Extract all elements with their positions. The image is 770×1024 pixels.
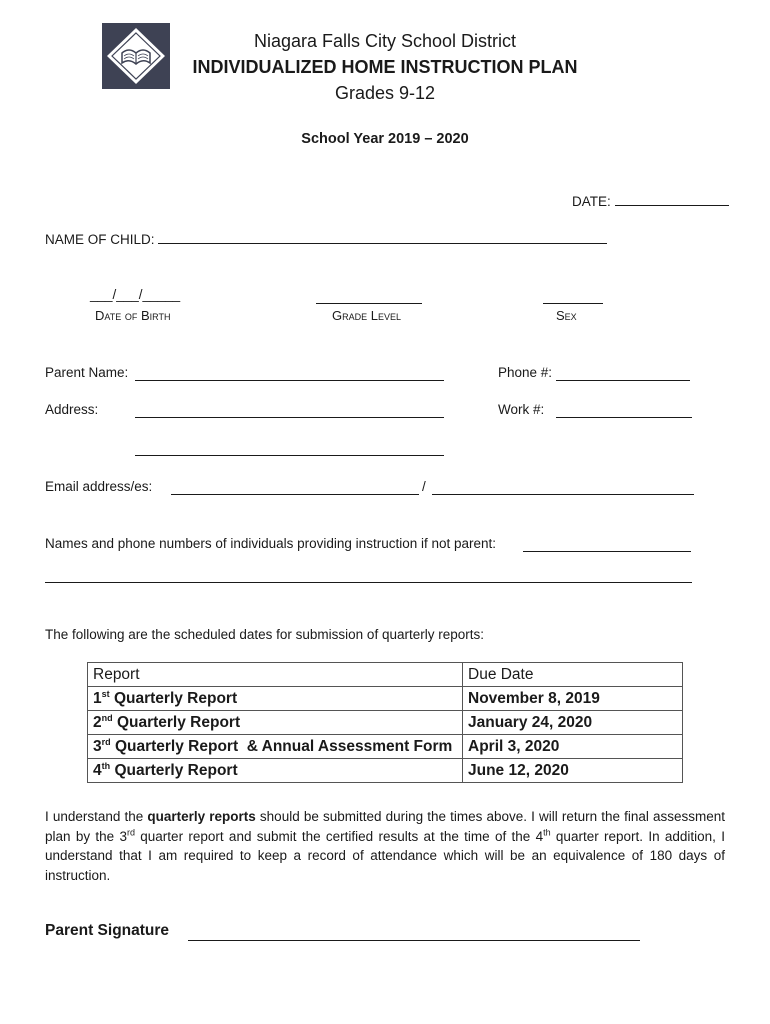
grade-input-line[interactable] — [316, 288, 422, 304]
work-input-line[interactable] — [556, 402, 692, 418]
table-row — [88, 711, 683, 735]
due-date-cell: November 8, 2019 — [463, 687, 683, 711]
email-separator: / — [422, 479, 426, 494]
address-input-line-2[interactable] — [135, 440, 444, 456]
table-row — [88, 759, 683, 783]
signature-label: Parent Signature — [45, 922, 170, 939]
due-date-cell: April 3, 2020 — [463, 735, 683, 759]
child-name-input-line[interactable] — [158, 243, 607, 244]
parent-name-input-line[interactable] — [135, 365, 444, 381]
table-row — [88, 687, 683, 711]
grades-label: Grades 9-12 — [334, 83, 436, 103]
col-report-header: Report — [88, 663, 463, 687]
parent-name-label: Parent Name: — [45, 365, 129, 380]
signature-input-line[interactable] — [188, 922, 640, 941]
agreement-paragraph: I understand the quarterly reports should be submitted during the times above. I will return the final assessment plan by the 3rd quarter report and submit the certified results at the time of the 4th quarter report. In addition, I understand that I am required to keep a record of attendance which will be an equivalence of 180 days of instruction. — [45, 809, 725, 883]
child-name-field — [45, 232, 607, 247]
instructors-label: Names and phone numbers of individuals providing instruction if not parent: — [45, 536, 497, 551]
report-name-cell: 1st Quarterly Report — [88, 687, 463, 711]
phone-label: Phone #: — [498, 365, 553, 380]
phone-input-line[interactable] — [556, 365, 690, 381]
table-header-row — [88, 663, 683, 687]
col-due-header: Due Date — [463, 663, 683, 687]
report-name-cell: 2nd Quarterly Report — [88, 711, 463, 735]
work-label: Work #: — [498, 402, 545, 417]
email-input-line-1[interactable] — [171, 479, 419, 495]
report-name-cell: 4th Quarterly Report — [88, 759, 463, 783]
reports-table — [87, 662, 683, 783]
instructors-input-line-1[interactable] — [523, 536, 691, 552]
child-name-label: NAME OF CHILD: — [45, 232, 155, 247]
grade-label: Grade Level — [332, 308, 401, 323]
due-date-cell: June 12, 2020 — [463, 759, 683, 783]
report-name-cell: 3rd Quarterly Report & Annual Assessment Form — [88, 735, 463, 759]
date-field — [572, 194, 729, 209]
school-year: School Year 2019 – 2020 — [301, 131, 469, 147]
due-date-cell: January 24, 2020 — [463, 711, 683, 735]
instructors-input-line-2[interactable] — [45, 567, 692, 583]
address-label: Address: — [45, 402, 99, 417]
date-label: DATE: — [572, 194, 611, 209]
email-input-line-2[interactable] — [432, 479, 694, 495]
table-row — [88, 735, 683, 759]
district-name: Niagara Falls City School District — [253, 31, 517, 51]
address-input-line-1[interactable] — [135, 402, 444, 418]
reports-intro: The following are the scheduled dates for submission of quarterly reports: — [45, 627, 484, 642]
dob-label: Date of Birth — [95, 308, 171, 323]
dob-input-line[interactable]: ___/___/_____ — [90, 287, 181, 302]
sex-input-line[interactable] — [543, 288, 603, 304]
plan-title: INDIVIDUALIZED HOME INSTRUCTION PLAN — [192, 57, 578, 77]
date-input-line[interactable] — [615, 205, 729, 206]
sex-label: Sex — [556, 308, 577, 323]
email-label: Email address/es: — [45, 479, 153, 494]
